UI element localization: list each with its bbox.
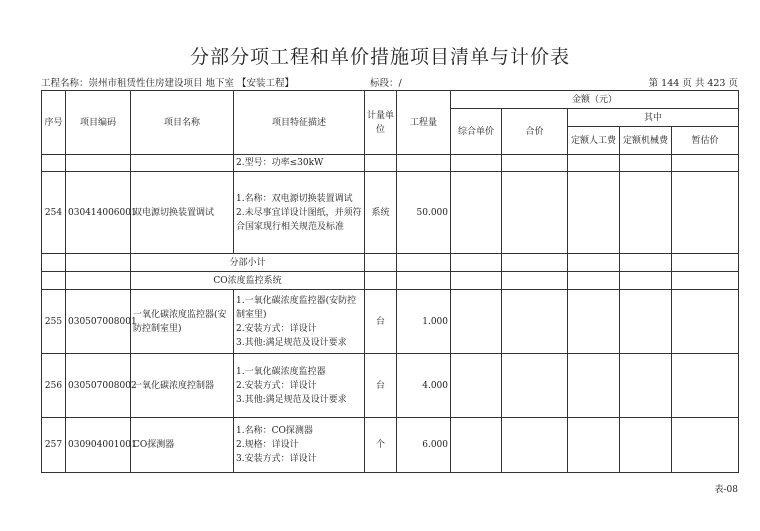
table-row	[42, 254, 739, 272]
section-label: 标段：/	[370, 78, 402, 89]
form-number: 表-08	[714, 485, 738, 495]
header-machine: 定额机械费	[620, 127, 672, 155]
page-number: 第 144 页 共 423 页	[648, 78, 738, 89]
header-unit-price: 综合单价	[451, 109, 502, 155]
group-label: CO浓度监控系统	[131, 272, 365, 290]
desc-line: 2.型号：功率≤30kW	[236, 158, 324, 168]
table-row	[42, 272, 739, 290]
row-unit: 个	[365, 418, 397, 473]
desc-line: 2.规格：详设计	[236, 440, 299, 450]
row-desc	[234, 418, 365, 473]
row-desc	[234, 354, 365, 418]
table-row	[42, 172, 739, 254]
row-qty: 50.000	[397, 172, 451, 254]
header-among: 其中	[568, 109, 739, 127]
desc-line: 3.其他:满足规范及设计要求	[236, 337, 347, 348]
table-row	[42, 418, 739, 473]
header-qty: 工程量	[397, 91, 451, 155]
desc-line: 3.安装方式：详设计	[236, 454, 317, 464]
row-name: 双电源切换装置调试	[131, 172, 234, 254]
row-seq: 256	[42, 354, 66, 418]
row-name: 一氧化碳浓度监控器(安防控制室里)	[131, 290, 234, 354]
row-unit: 系统	[365, 172, 397, 254]
desc-line: 2.未尽事宜详设计图纸，并须符	[236, 207, 362, 218]
row-qty: 1.000	[397, 290, 451, 354]
header-total: 合价	[502, 109, 568, 155]
row-qty: 6.000	[397, 418, 451, 473]
project-name: 工程名称：崇州市租赁性住房建设项目 地下室 【安装工程】	[41, 78, 295, 89]
header-name: 项目名称	[131, 91, 234, 155]
desc-line: 3.其他:满足规范及设计要求	[236, 394, 347, 405]
header-seq: 序号	[42, 91, 66, 155]
table-row	[42, 155, 739, 172]
header-code: 项目编码	[66, 91, 131, 155]
row-code: 030414006001	[66, 172, 131, 254]
row-name: 一氧化碳浓度控制器	[131, 354, 234, 418]
bill-of-quantities-table	[41, 90, 739, 473]
row-desc	[234, 172, 365, 254]
row-name: CO探测器	[131, 418, 234, 473]
row-qty: 4.000	[397, 354, 451, 418]
row-code: 030507008002	[66, 354, 131, 418]
desc-line: 1.一氧化碳浓度监控器	[236, 366, 326, 377]
row-code: 030904001001	[66, 418, 131, 473]
page-title: 分部分项工程和单价措施项目清单与计价表	[189, 46, 570, 68]
row-seq: 255	[42, 290, 66, 354]
header-unit: 计量单位	[365, 91, 397, 155]
header-desc: 项目特征描述	[234, 91, 365, 155]
row-unit: 台	[365, 290, 397, 354]
desc-line: 制室里)	[236, 309, 267, 320]
table-row	[42, 354, 739, 418]
desc-line: 2.安装方式：详设计	[236, 323, 317, 334]
desc-line: 合国家现行相关规范及标准	[236, 221, 345, 232]
row-seq: 254	[42, 172, 66, 254]
row-seq: 257	[42, 418, 66, 473]
header-provisional: 暂估价	[672, 127, 739, 155]
row-code: 030507008001	[66, 290, 131, 354]
table-row	[42, 290, 739, 354]
subtotal-label: 分部小计	[131, 254, 365, 272]
row-unit: 台	[365, 354, 397, 418]
header-labor: 定额人工费	[568, 127, 620, 155]
desc-line: 1.一氧化碳浓度监控器(安防控	[236, 295, 357, 306]
desc-line: 2.安装方式：详设计	[236, 380, 317, 391]
desc-line: 1.名称：双电源切换装置调试	[236, 193, 353, 204]
row-desc	[234, 290, 365, 354]
header-amount: 金额（元）	[451, 91, 739, 109]
desc-line: 1.名称：CO探测器	[236, 426, 313, 436]
